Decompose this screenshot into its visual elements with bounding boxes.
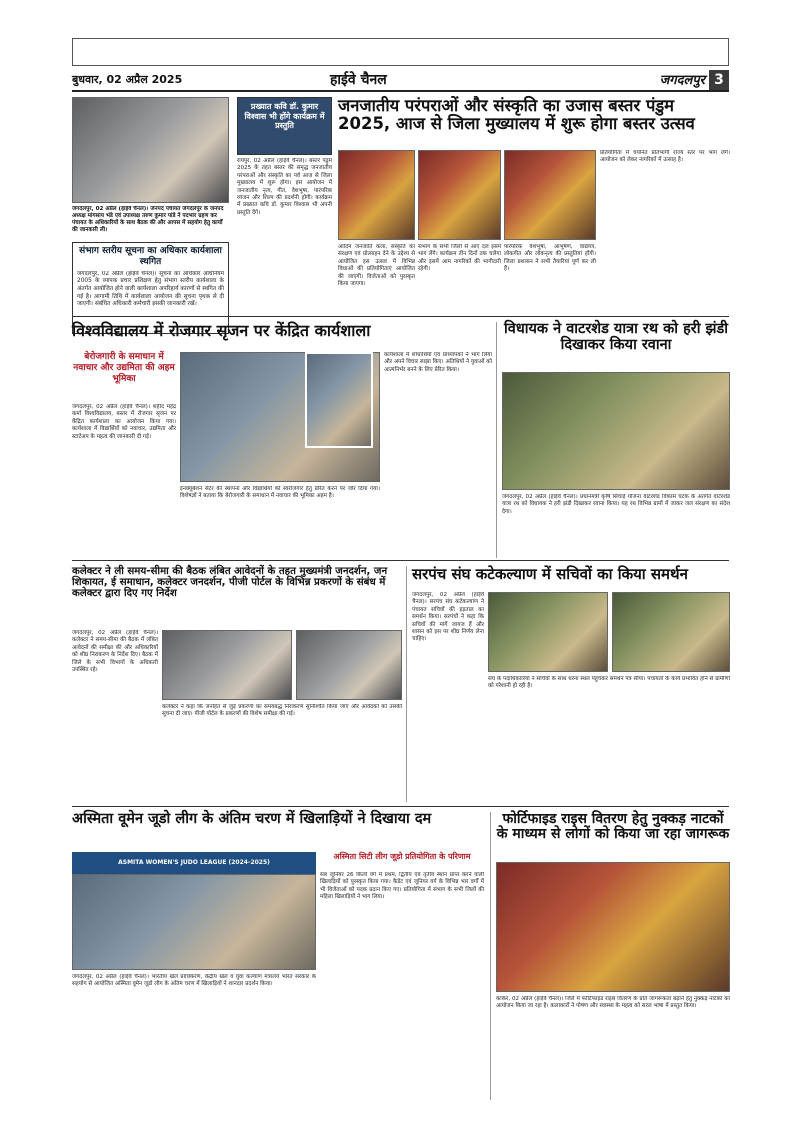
fortified-headline: फोर्टिफाइड राइस वितरण हेतु नुक्कड़ नाटकों के माध्यम से लोगों को किया जा रहा जागरूक [496, 811, 730, 843]
asmita-results: सब जूनियर 26 किलो वर्ग में प्रथम, द्वितीय एवं तृतीय स्थान प्राप्त करने वाली खिलाड़ियों को पुरस्कृत किया गया। कैडेट एवं जूनियर वर्ग के विभिन्न भार वर्गों में भी विजेताओं को पदक प्रदान किए गए। प्रतियोगिता में संभाग के सभी जिलों की महिला खिलाड़ियों ने भाग लिया। [320, 872, 484, 901]
vishwa-body-3: कार्यशाला में शोधार्थियों एवं प्राध्यापकों ने भाग लिया और अपने विचार साझा किए। अतिथियों ने युवाओं को आत्मनिर्भर बनने के लिए प्रेरित किया। [384, 352, 492, 373]
left-top-photo [72, 97, 229, 203]
masthead [72, 70, 729, 92]
collector-body-1: जगदलपुर, 02 अप्रैल (हाईवे चैनल)। कलेक्टर ने समय-सीमा की बैठक में लंबित आवेदनों की समीक्षा की और अधिकारियों को शीघ्र निराकरण के निर्देश दिए। बैठक में जिले के सभी विभागों के अधिकारी उपस्थित रहे। [72, 630, 158, 673]
divider-2 [72, 560, 729, 561]
city-name: जगदलपुर [659, 73, 705, 88]
bastar-col-1: रायपुर, 02 अप्रैल (हाईवे चैनल)। बस्तर पंडुम 2025 के तहत बस्तर की समृद्ध जनजातीय परंपराओं और संस्कृति का पर्व आज से जिला मुख्यालय में शुरू होगा। इस आयोजन में जनजातीय नृत्य, गीत, वेशभूषा, पारंपरिक व्यंजन और शिल्प की प्रदर्शनी होगी। कार्यक्रम में प्रख्यात कवि डॉ. कुमार विश्वास भी अपनी प्रस्तुति देंगे। [237, 158, 332, 216]
collector-photo-1 [162, 630, 292, 700]
vishwa-body-1: जगदलपुर, 02 अप्रैल (हाईवे चैनल)। शहीद महेंद्र कर्मा विश्वविद्यालय, बस्तर में रोजगार सृजन पर केंद्रित कार्यशाला का आयोजन किया गया। कार्यशाला में विद्यार्थियों को नवाचार, उद्यमिता और स्टार्टअप के महत्व की जानकारी दी गई। [72, 404, 176, 440]
rti-body: जगदलपुर, 02 अप्रैल (हाईवे चैनल)। सूचना का अधिकार अधिनियम 2005 के व्यापक प्रचार प्रशिक्षण हेतु संभाग स्तरीय कार्यशाला के अंतर्गत आयोजित होने वाली कार्यशाला अपरिहार्य कारणों से स्थगित की गई है। आगामी तिथि में कार्यशाला आयोजन की सूचना पृथक से दी जाएगी। संबंधित अधिकारी कर्मचारी इसकी जानकारी रखें। [77, 270, 224, 308]
asmita-photo [72, 874, 316, 970]
divider-1 [72, 316, 729, 317]
divider-v-1 [496, 322, 497, 558]
collector-photo-2 [296, 630, 402, 700]
left-top-caption: जगदलपुर, 02 अप्रैल (हाईवे चैनल)। जनपद पंचायत जगदलपुर के जनपद अध्यक्ष मांगसाय भंडे एवं उपाध्यक्ष तरुण कुमार पांडे ने पदभार ग्रहण कर पंचायत के अधिकारियों के साथ बैठक की और आपस में सहयोग हेतु कार्यों की जानकारी ली। [72, 206, 224, 233]
asmita-headline: अस्मिता वूमेन जूडो लीग के अंतिम चरण में खिलाड़ियों ने दिखाया दम [72, 811, 432, 827]
bastar-col-5: प्रतियोगिता में चयनित प्रतिभागी राज्य स्तर पर भाग लेंगे। आयोजन को लेकर नागरिकों में उत्साह है। [600, 150, 730, 164]
collector-headline: कलेक्टर ने ली समय-सीमा की बैठक लंबित आवेदनों के तहत मुख्यमंत्री जनदर्शन, जन शिकायत, ई समाधान, कलेक्टर जनदर्शन, पीजी पोर्टल के विभिन्न प्रकरणों के संबंध में कलेक्टर द्वारा दिए गए निर्देश [72, 566, 388, 600]
bastar-col-3: संभाग के सभी जिलों से आए दल इसमें भाग लेंगे। कार्यक्रम तीन दिनों तक चलेगा और इसमें आम नागरिकों की भागीदारी रहेगी। [418, 244, 501, 273]
vishwa-photo-2 [305, 352, 373, 448]
vidhayak-headline: विधायक ने वाटरशेड यात्रा रथ को हरी झंडी दिखाकर किया रवाना [504, 321, 728, 353]
vishwa-headline: विश्वविद्यालय में रोजगार सृजन पर केंद्रित कार्यशाला [72, 321, 371, 340]
sarpanch-body-2: संघ के पदाधिकारियों ने सचिवों के साथ धरना स्थल पहुंचकर समर्थन पत्र सौंपा। पंचायतों के कार्य प्रभावित होने से ग्रामीणों को परेशानी हो रही है। [488, 676, 730, 690]
fortified-body: कांकेर, 02 अप्रैल (हाईवे चैनल)। जिले में फोर्टिफाइड राइस वितरण के प्रति जागरूकता बढ़ाने हेतु नुक्कड़ नाटकों का आयोजन किया जा रहा है। कलाकारों ने पोषण और स्वास्थ्य के महत्व को सरल भाषा में प्रस्तुत किया। [496, 996, 730, 1010]
header-blank-box [72, 38, 729, 66]
sarpanch-photo-1 [488, 592, 608, 672]
bastar-col-2: आदिम जनजाति कला, संस्कृति का संरक्षण एवं प्रोत्साहन देने के उद्देश्य से आयोजित इस उत्सव में विभिन्न विधाओं की प्रतियोगिताएं आयोजित की जाएंगी। विजेताओं को पुरस्कृत किया जाएगा। [338, 244, 415, 287]
divider-v-3 [490, 812, 491, 1100]
bastar-side-box [237, 97, 332, 155]
bastar-photo-3 [504, 150, 596, 240]
bastar-col-4: पारंपरिक वेशभूषा, आभूषण, वाद्ययंत्र, लोकगीत और लोकनृत्य की प्रस्तुतियां होंगी। जिला प्रशासन ने सभी तैयारियां पूर्ण कर ली हैं। [504, 244, 596, 273]
bastar-photo-2 [418, 150, 501, 240]
rti-headline: संभाग स्तरीय सूचना का अधिकार कार्यशाला स्थगित [79, 246, 222, 267]
vidhayak-photo [502, 372, 730, 490]
issue-date: बुधवार, 02 अप्रैल 2025 [72, 73, 183, 86]
bastar-photo-1 [338, 150, 415, 240]
sarpanch-photo-2 [612, 592, 730, 672]
asmita-banner: ASMITA WOMEN'S JUDO LEAGUE (2024-2025) [72, 852, 316, 874]
asmita-body: जगदलपुर, 02 अप्रैल (हाईवे चैनल)। भारतीय खेल प्राधिकरण, केंद्रीय खेल व युवा कल्याण मंत्रालय भारत सरकार के सहयोग से आयोजित अस्मिता वूमेन जूडो लीग के अंतिम चरण में खिलाड़ियों ने शानदार प्रदर्शन किया। [72, 974, 316, 988]
vishwa-subhead: बेरोजगारी के समाधान में नवाचार और उद्यमिता की अहम भूमिका [73, 352, 175, 384]
vishwa-body-2: इनक्यूबेशन सेंटर की स्थापना और विद्यार्थियों को स्वरोजगार हेतु प्रेरित करने पर जोर दिया गया। विशेषज्ञों ने बताया कि बेरोजगारी के समाधान में नवाचार की भूमिका अहम है। [180, 486, 380, 500]
asmita-results-head: अस्मिता सिटी लीग जूडो प्रतियोगिता के परिणाम [333, 852, 471, 861]
page-number: 3 [709, 70, 729, 90]
collector-body-2: कलेक्टर ने कहा कि जनहित से जुड़े प्रकरणों का समयबद्ध निराकरण सुनिश्चित किया जाए और आवेदकों को उसकी सूचना दी जाए। पीजी पोर्टल के प्रकरणों की विशेष समीक्षा की गई। [162, 704, 402, 718]
bastar-side-headline: प्रख्यात कवि डॉ. कुमार विश्वास भी होंगे कार्यक्रम में प्रस्तुति [244, 102, 325, 131]
paper-name: हाईवे चैनल [330, 72, 387, 88]
bastar-headline: जनजातीय परंपराओं और संस्कृति का उजास बस्तर पंडुम 2025, आज से जिला मुख्यालय में शुरू होगा बस्तर उत्सव [338, 96, 695, 134]
vidhayak-body: जगदलपुर, 02 अप्रैल (हाईवे चैनल)। प्रधानमंत्री कृषि सिंचाई योजना वाटरशेड विकास घटक के अंतर्गत वाटरशेड यात्रा रथ को विधायक ने हरी झंडी दिखाकर रवाना किया। यह रथ विभिन्न ग्रामों में जाकर जल संरक्षण का संदेश देगा। [502, 494, 730, 515]
divider-3 [72, 806, 729, 807]
divider-v-2 [406, 566, 407, 802]
fortified-photo [496, 862, 730, 992]
sarpanch-headline: सरपंच संघ कटेकल्याण में सचिवों का किया समर्थन [412, 565, 688, 583]
sarpanch-body-1: जगदलपुर, 02 अप्रैल (हाईवे चैनल)। सरपंच संघ कटेकल्याण ने पंचायत सचिवों की हड़ताल का समर्थन किया। सरपंचों ने कहा कि सचिवों की मांगें जायज हैं और शासन को इस पर शीघ्र निर्णय लेना चाहिए। [412, 592, 484, 643]
